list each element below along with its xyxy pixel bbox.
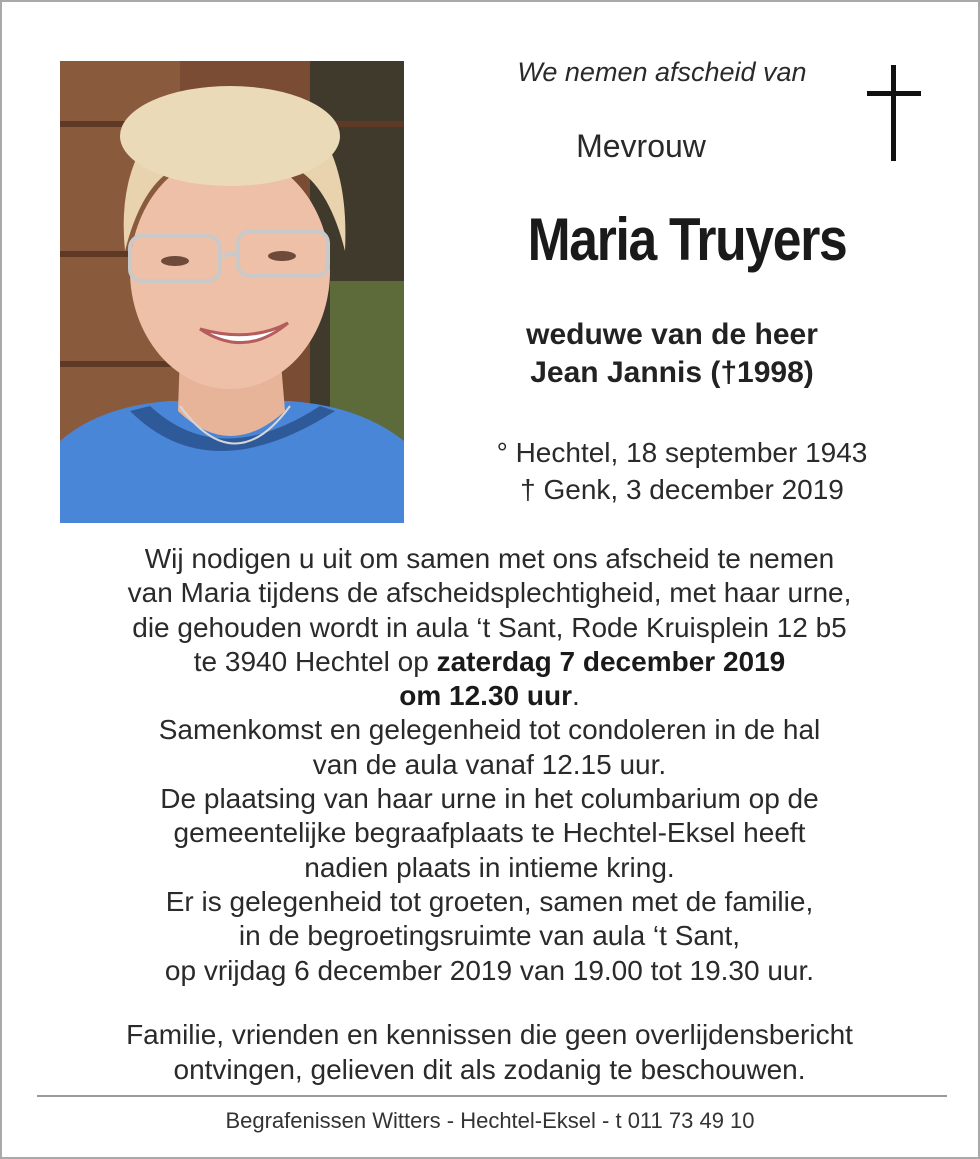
cross-icon [864,65,924,161]
body-line-text: . [571,680,580,712]
body-line: in de begroetingsruimte van aula ‘t Sant, [238,920,741,952]
portrait-photo [60,61,404,523]
body-line: van Maria tijdens de afscheidsplechtigheid, met haar urne, [127,577,852,609]
deceased-name: Maria Truyers [527,206,847,273]
spouse-line-1: weduwe van de heer [526,318,818,351]
body-line: Samenkomst en gelegenheid tot condoleren in de hal [158,714,821,746]
ceremony-date: zaterdag 7 december 2019 [436,645,786,677]
closing-line-1: Familie, vrienden en kennissen die geen overlijdensbericht [126,1019,853,1050]
body-line: op vrijdag 6 december 2019 van 19.00 tot 19.30 uur. [164,954,815,986]
ceremony-time: om 12.30 uur [399,680,572,712]
portrait-image [60,61,404,523]
body-line: De plaatsing van haar urne in het columbarium op de [160,783,819,815]
life-dates [442,434,922,508]
body-line [42,645,937,679]
body-line: Wij nodigen u uit om samen met ons afscheid te nemen [144,543,835,574]
funeral-home-footer: Begrafenissen Witters - Hechtel-Eksel - t 011 73 49 10 [225,1108,755,1133]
closing-line-2: ontvingen, gelieven dit als zodanig te beschouwen. [173,1054,806,1085]
footer-divider [37,1095,947,1097]
death-date: † Genk, 3 december 2019 [520,474,844,505]
body-line: die gehouden wordt in aula ‘t Sant, Rode Kruisplein 12 b5 [132,611,847,643]
salutation: Mevrouw [576,128,706,164]
body-line: nadien plaats in intieme kring. [304,851,675,883]
closing-note [42,1017,937,1087]
body-line: gemeentelijke begraafplaats te Hechtel-Eksel heeft [173,817,806,849]
ceremony-details [42,542,937,988]
spouse-line-2: Jean Jannis (†1998) [530,356,814,389]
body-line [42,679,937,713]
spouse-info [442,316,902,392]
body-line: van de aula vanaf 12.15 uur. [312,748,667,780]
intro-text: We nemen afscheid van [517,57,807,87]
body-line: Er is gelegenheid tot groeten, samen met de familie, [165,885,814,917]
birth-date: ° Hechtel, 18 september 1943 [496,437,868,468]
body-line-text: te 3940 Hechtel op [193,645,437,677]
